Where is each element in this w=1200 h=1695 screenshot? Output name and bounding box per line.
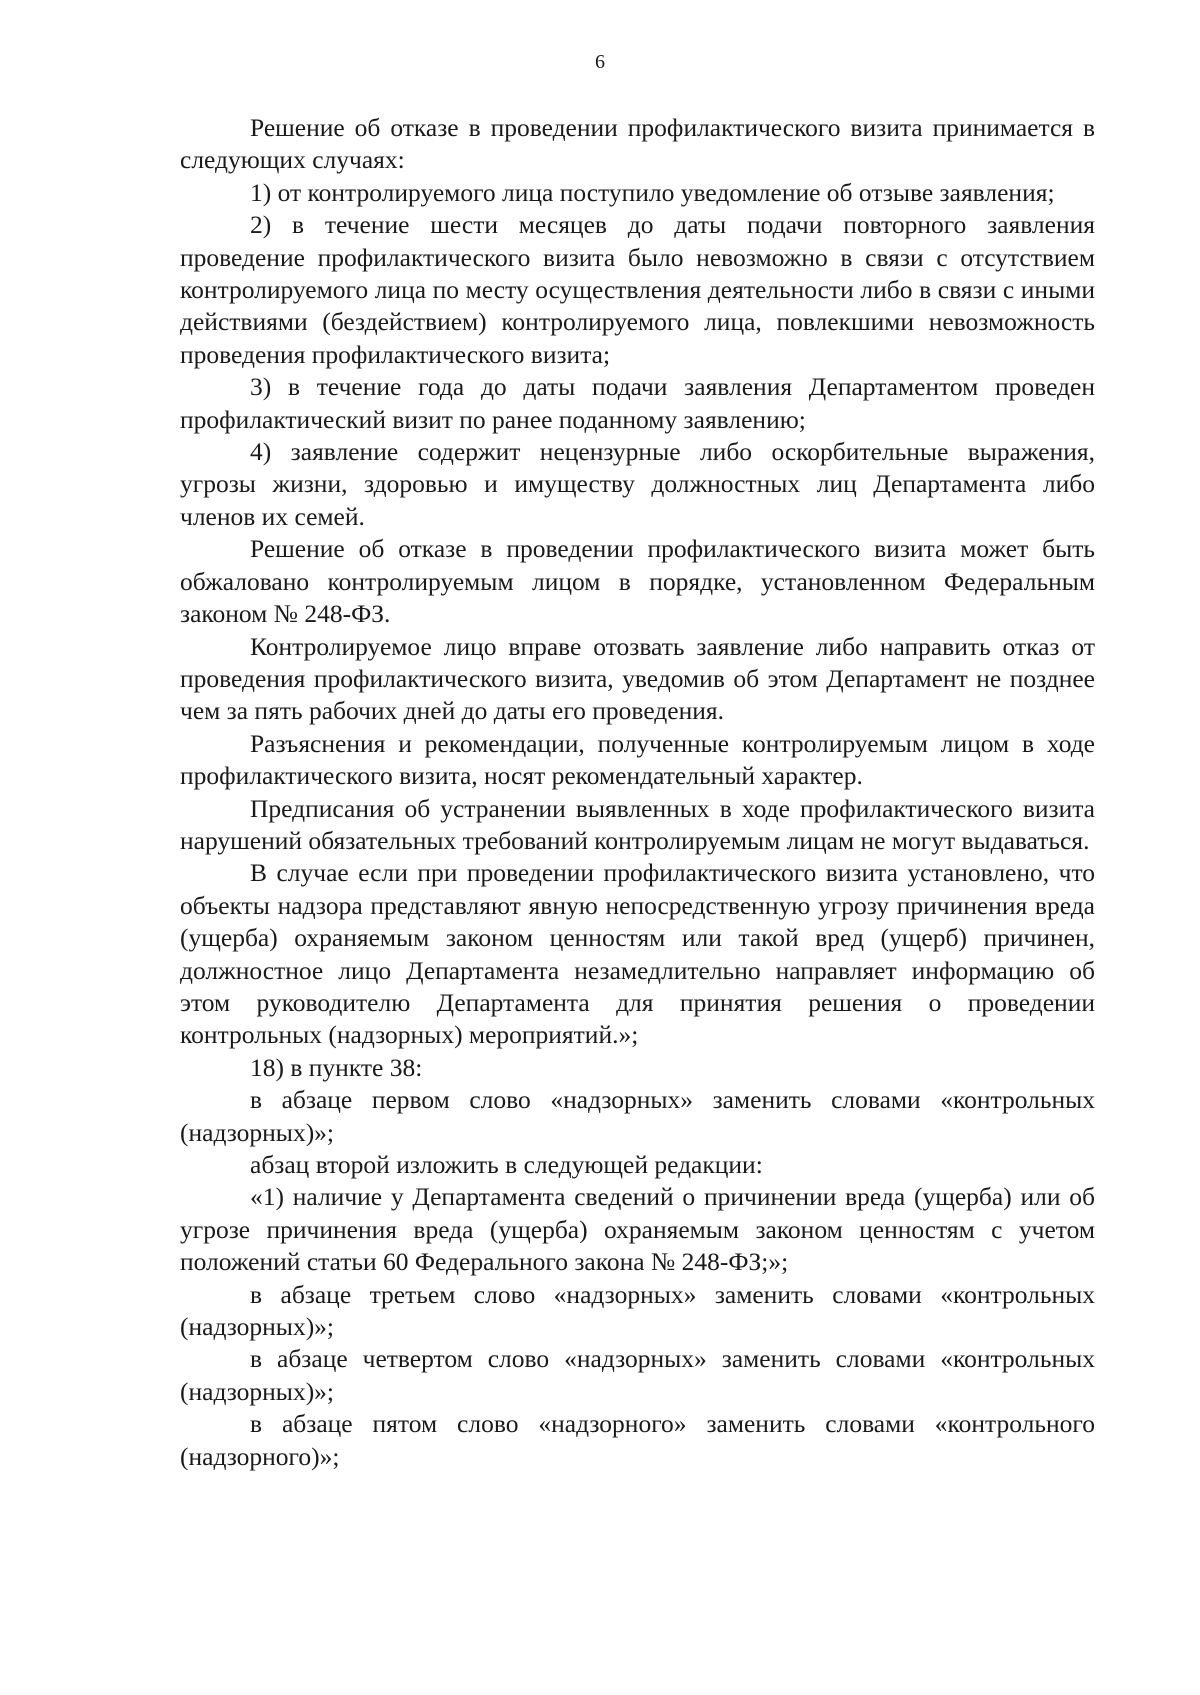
document-body [180,112,1095,1473]
paragraph-case-2: 2) в течение шести месяцев до даты подачи повторного заявления проведение профилактического визита было невозможно в связи с отсутствием контролируемого лица по месту осуществления деятельности либо в связи с иными действиями (бездействием) контролируемого лица, повлекшими невозможность проведения профилактического визита; [180,210,1095,369]
paragraph-fifth-abzac: в абзаце пятом слово «надзорного» заменить словами «контрольного (надзорного)»; [180,1409,1095,1471]
paragraph-third-abzac: в абзаце третьем слово «надзорных» заменить словами «контрольных (надзорных)»; [180,1279,1095,1342]
paragraph-case-4: 4) заявление содержит нецензурные либо оскорбительные выражения, угрозы жизни, здоровью и имуществу должностных лиц Департамента либо членов их семей. [180,437,1095,531]
paragraph-appeal: Решение об отказе в проведении профилактического визита может быть обжаловано контролируемым лицом в порядке, установленном Федеральным законом № 248-ФЗ. [180,534,1095,629]
paragraph-fourth-abzac: в абзаце четвертом слово «надзорных» заменить словами «контрольных (надзорных)»; [180,1344,1095,1406]
paragraph-item-18: 18) в пункте 38: [250,1052,423,1082]
paragraph-second-abzac: абзац второй изложить в следующей редакции: [250,1150,763,1179]
paragraph-withdrawal: Контролируемое лицо вправе отозвать заявление либо направить отказ от проведения профилактического визита, уведомив об этом Департамент не позднее чем за пять рабочих дней до даты его проведения. [180,631,1095,726]
paragraph-case-3: 3) в течение года до даты подачи заявления Департаментом проведен профилактический визит по ранее поданному заявлению; [180,372,1095,434]
paragraph-first-abzac: в абзаце первом слово «надзорных» заменить словами «контрольных (надзорных)»; [180,1085,1095,1147]
paragraph-case-1: 1) от контролируемого лица поступило уведомление об отзыве заявления; [250,177,1055,207]
paragraph-new-wording: «1) наличие у Департамента сведений о причинении вреда (ущерба) или об угрозе причинения вреда (ущерба) охраняемым законом ценностям с учетом положений статьи 60 Федерального закона № 248-ФЗ;»; [180,1182,1095,1277]
page-number: 6 [595,51,605,73]
paragraph-explanations: Разъяснения и рекомендации, полученные контролируемым лицом в ходе профилактического визита, носят рекомендательный характер. [180,728,1095,791]
paragraph-threat-case: В случае если при проведении профилактического визита установлено, что объекты надзора представляют явную непосредственную угрозу причинения вреда (ущерба) охраняемым законом ценностям или такой вред (ущерб) причинен, должностное лицо Департамента незамедлительно направляет информацию об этом руководителю Департамента для принятия решения о проведении контрольных (надзорных) мероприятий.»; [180,858,1095,1050]
paragraph-refusal-decision: Решение об отказе в проведении профилактического визита принимается в следующих случаях: [180,113,1095,175]
paragraph-prescriptions: Предписания об устранении выявленных в ходе профилактического визита нарушений обязательных требований контролируемым лицам не могут выдаваться. [180,793,1095,855]
